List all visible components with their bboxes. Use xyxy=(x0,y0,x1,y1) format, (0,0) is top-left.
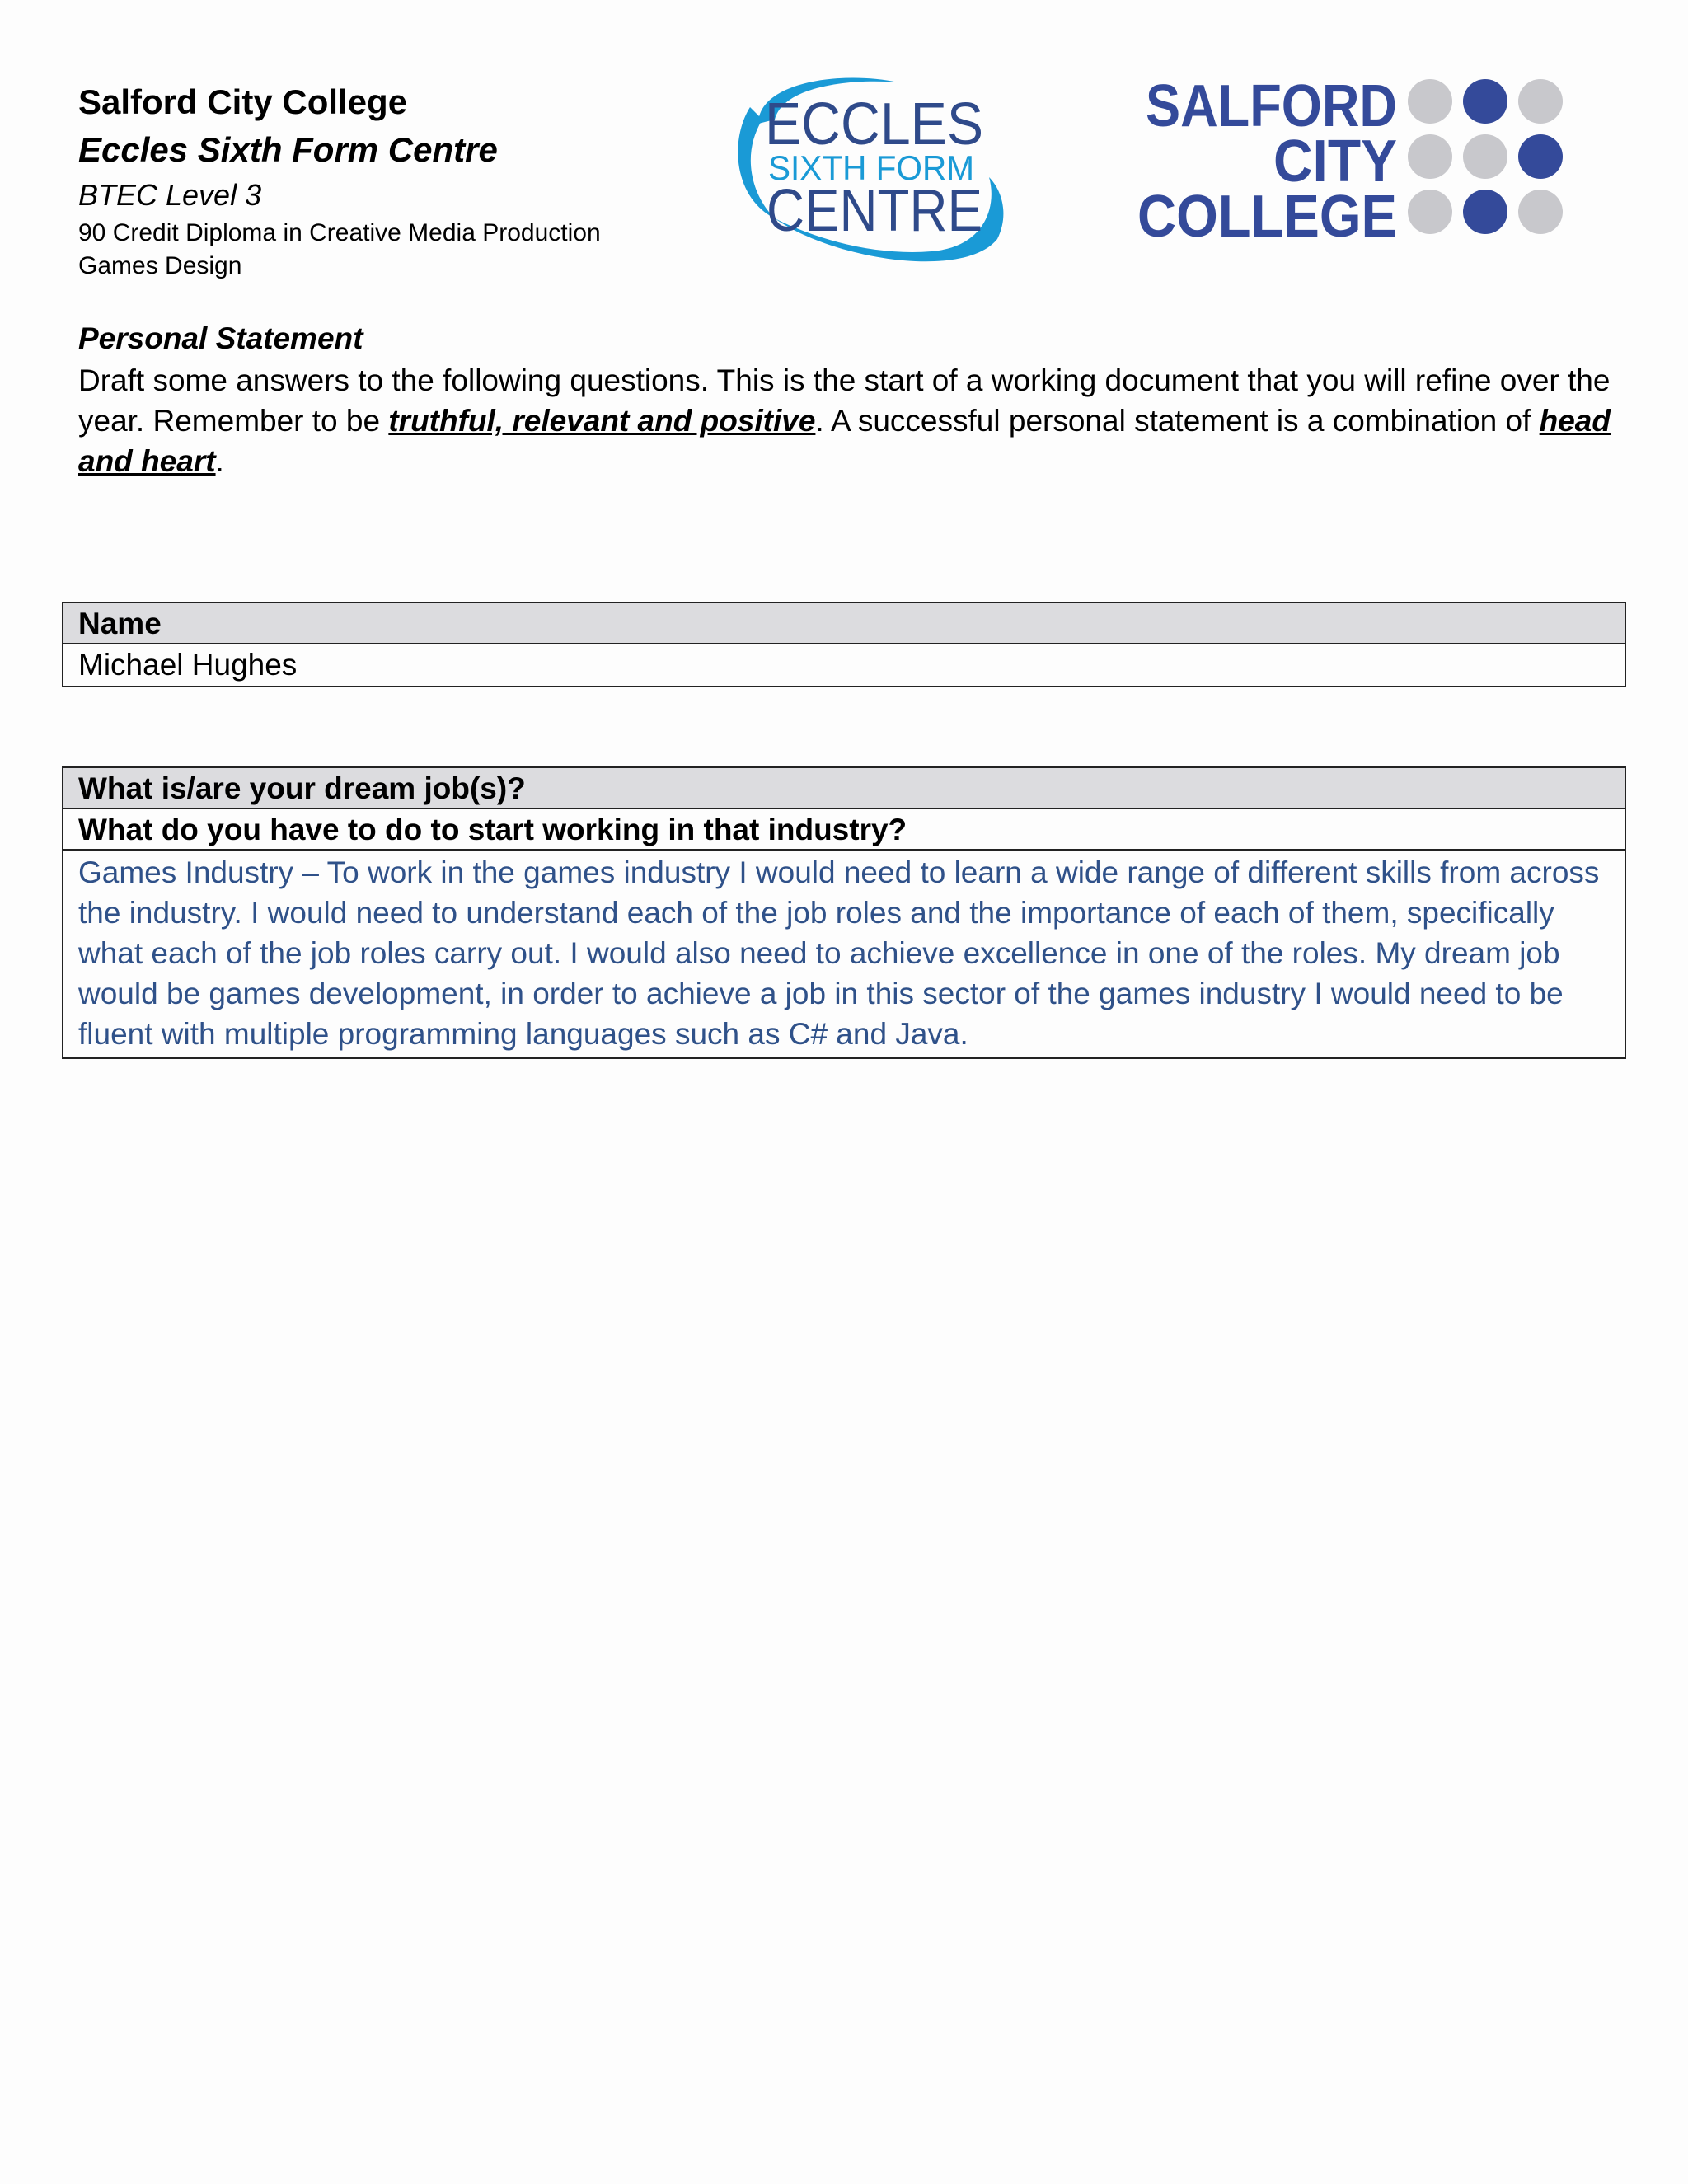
logo-eccles-line1: ECCLES xyxy=(765,91,983,157)
logo-salford-line3: COLLEGE xyxy=(1137,184,1397,243)
logo-dot xyxy=(1463,79,1507,124)
logo-dot xyxy=(1518,79,1563,124)
statement-title: Personal Statement xyxy=(78,321,363,355)
course-diploma: 90 Credit Diploma in Creative Media Production xyxy=(78,219,601,246)
statement-text-1: Draft some answers to the following questions. This is the start of a working document that you will refine over the year. Remember to be xyxy=(78,363,1611,438)
document-header xyxy=(78,78,655,283)
name-field[interactable]: Michael Hughes xyxy=(78,648,298,682)
logo-eccles-line3: CENTRE xyxy=(767,178,982,244)
logo-salford-line2: CITY xyxy=(1273,129,1397,194)
logo-eccles-line2: SIXTH FORM xyxy=(768,148,974,187)
industry-entry-question: What do you have to do to start working in that industry? xyxy=(63,809,1625,851)
college-name: Salford City College xyxy=(78,82,408,121)
logo-dot xyxy=(1518,134,1563,179)
centre-name: Eccles Sixth Form Centre xyxy=(78,130,498,169)
salford-city-college-logo xyxy=(1137,70,1574,243)
statement-instructions xyxy=(78,360,1628,481)
statement-text-2: . A successful personal statement is a combination of xyxy=(815,404,1540,438)
name-table xyxy=(62,602,1626,687)
dream-job-question: What is/are your dream job(s)? xyxy=(63,768,1625,809)
logo-dot xyxy=(1408,79,1452,124)
name-table-header: Name xyxy=(63,603,1625,644)
statement-text-3: . xyxy=(215,444,224,478)
course-pathway: Games Design xyxy=(78,252,242,279)
logo-dot xyxy=(1408,190,1452,234)
logo-dot xyxy=(1518,190,1563,234)
dream-job-table xyxy=(62,766,1626,1059)
logo-dot xyxy=(1463,134,1507,179)
logo-dot xyxy=(1463,190,1507,234)
logo-dot xyxy=(1408,134,1452,179)
dream-job-answer-field[interactable]: Games Industry – To work in the games industry I would need to learn a wide range of different skills from across the industry. I would need to understand each of the job roles and the importance of each of them, specifically what each of the job roles carry out. I would also need to achieve excellence in one of the roles. My dream job would be games development, in order to achieve a job in this sector of the games industry I would need to be fluent with multiple programming languages such as C# and Java. xyxy=(78,855,1600,1051)
personal-statement-intro xyxy=(78,317,1628,481)
logo-salford-line1: SALFORD xyxy=(1146,73,1397,139)
eccles-sixth-form-logo xyxy=(725,74,1014,276)
statement-emphasis-truthful: truthful, relevant and positive xyxy=(388,404,816,438)
statement-emphasis-head-heart: head and heart xyxy=(78,404,1611,478)
course-level: BTEC Level 3 xyxy=(78,178,262,212)
